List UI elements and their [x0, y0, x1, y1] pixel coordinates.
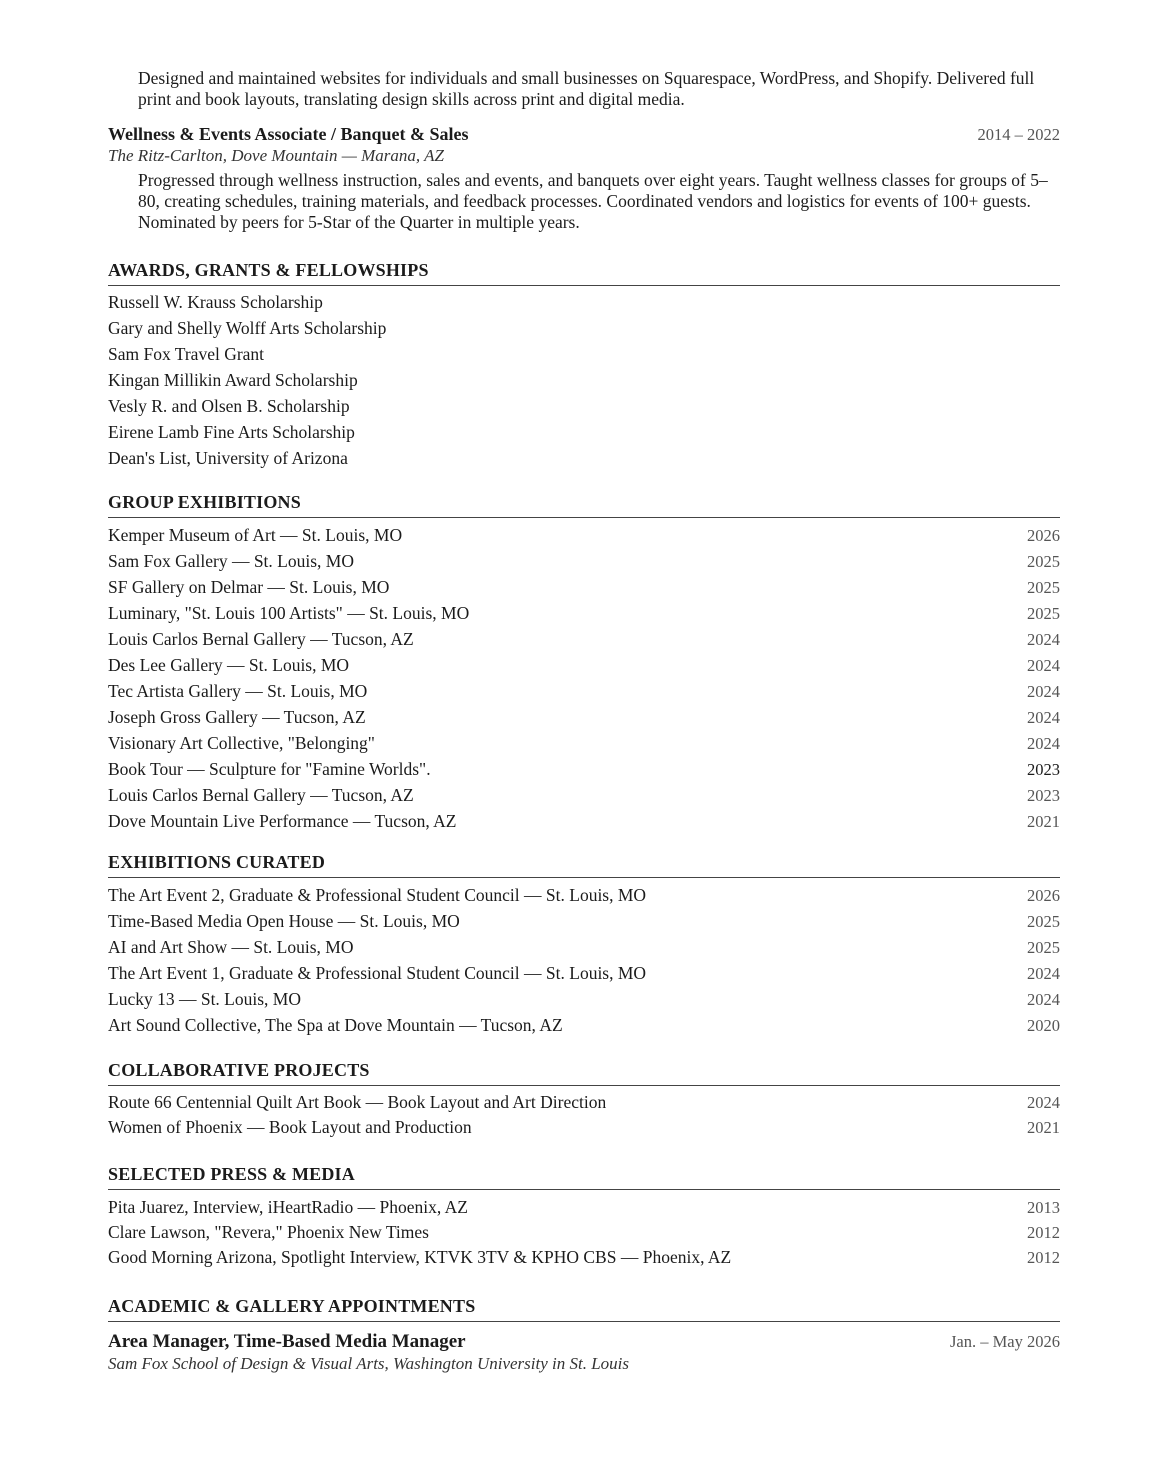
- experience-paragraph: Progressed through wellness instruction, sales and events, and banquets over eight years. Taught wellness classes for groups of 5–80, creating schedules, training materials, and feedback processes. Coordinated vendors and logistics for events of 100+ guests. Nominated by peers for 5-Star of the Quarter in multiple years.: [138, 170, 1048, 232]
- list-item: Russell W. Krauss Scholarship: [108, 292, 323, 312]
- appointment-years: Jan. – May 2026: [950, 1332, 1060, 1351]
- list-item: Sam Fox Travel Grant: [108, 344, 265, 364]
- list-item: Clare Lawson, "Revera," Phoenix New Times 2012: [108, 1222, 1060, 1242]
- experience-entry: [108, 124, 1060, 233]
- list-item: Vesly R. and Olsen B. Scholarship: [108, 396, 350, 416]
- exhibitions-curated-list: [108, 882, 1060, 1038]
- list-item: AI and Art Show — St. Louis, MO 2025: [108, 937, 1060, 957]
- exhibitions-curated-heading: EXHIBITIONS CURATED: [108, 852, 1060, 878]
- experience-years: 2014 – 2022: [977, 125, 1060, 144]
- collaborative-section: [108, 1060, 1060, 1139]
- experience-header: [108, 124, 1060, 145]
- list-item: Pita Juarez, Interview, iHeartRadio — Phoenix, AZ 2013: [108, 1197, 1060, 1217]
- list-item: The Art Event 1, Graduate & Professional Student Council — St. Louis, MO 2024: [108, 963, 1060, 983]
- list-item: Book Tour — Sculpture for "Famine Worlds". 2023: [108, 759, 1060, 779]
- intro-paragraph: Designed and maintained websites for individuals and small businesses on Squarespace, WordPress, and Shopify. Delivered full print and book layouts, translating design skills across print and digital media.: [138, 68, 1035, 109]
- list-item: Art Sound Collective, The Spa at Dove Mountain — Tucson, AZ 2020: [108, 1015, 1060, 1035]
- group-exhibitions-list: [108, 522, 1060, 834]
- appointment-place: Sam Fox School of Design & Visual Arts, Washington University in St. Louis: [108, 1354, 630, 1373]
- list-item: SF Gallery on Delmar — St. Louis, MO 2025: [108, 577, 1060, 597]
- list-item: Dove Mountain Live Performance — Tucson, AZ 2021: [108, 811, 1060, 831]
- intro-section: [108, 68, 1060, 110]
- list-item: Route 66 Centennial Quilt Art Book — Book Layout and Art Direction 2024: [108, 1092, 1060, 1112]
- press-list: [108, 1194, 1060, 1270]
- press-heading: SELECTED PRESS & MEDIA: [108, 1164, 1060, 1190]
- exhibitions-curated-section: [108, 852, 1060, 1038]
- appointments-heading: ACADEMIC & GALLERY APPOINTMENTS: [108, 1296, 1060, 1322]
- collaborative-heading: COLLABORATIVE PROJECTS: [108, 1060, 1060, 1086]
- press-section: [108, 1164, 1060, 1270]
- appointments-section: [108, 1296, 1060, 1374]
- appointment-header: [108, 1331, 1060, 1353]
- list-item: Kingan Millikin Award Scholarship: [108, 370, 358, 390]
- list-item: Good Morning Arizona, Spotlight Interview, KTVK 3TV & KPHO CBS — Phoenix, AZ 2012: [108, 1247, 1060, 1267]
- list-item: Eirene Lamb Fine Arts Scholarship: [108, 422, 355, 442]
- list-item: Dean's List, University of Arizona: [108, 448, 348, 468]
- awards-section: [108, 260, 1060, 471]
- group-exhibitions-section: [108, 492, 1060, 834]
- list-item: Time-Based Media Open House — St. Louis, MO 2025: [108, 911, 1060, 931]
- list-item: Kemper Museum of Art — St. Louis, MO 2026: [108, 525, 1060, 545]
- experience-title: Wellness & Events Associate / Banquet & Sales: [108, 124, 469, 144]
- awards-list: [108, 289, 1060, 471]
- group-exhibitions-heading: GROUP EXHIBITIONS: [108, 492, 1060, 518]
- collaborative-list: [108, 1089, 1060, 1139]
- list-item: The Art Event 2, Graduate & Professional Student Council — St. Louis, MO 2026: [108, 885, 1060, 905]
- awards-heading: AWARDS, GRANTS & FELLOWSHIPS: [108, 260, 1060, 286]
- list-item: Louis Carlos Bernal Gallery — Tucson, AZ 2024: [108, 629, 1060, 649]
- list-item: Louis Carlos Bernal Gallery — Tucson, AZ 2023: [108, 785, 1060, 805]
- list-item: Joseph Gross Gallery — Tucson, AZ 2024: [108, 707, 1060, 727]
- list-item: Des Lee Gallery — St. Louis, MO 2024: [108, 655, 1060, 675]
- list-item: Lucky 13 — St. Louis, MO 2024: [108, 989, 1060, 1009]
- list-item: Sam Fox Gallery — St. Louis, MO 2025: [108, 551, 1060, 571]
- list-item: Gary and Shelly Wolff Arts Scholarship: [108, 318, 387, 338]
- list-item: Visionary Art Collective, "Belonging" 2024: [108, 733, 1060, 753]
- list-item: Tec Artista Gallery — St. Louis, MO 2024: [108, 681, 1060, 701]
- experience-place: The Ritz-Carlton, Dove Mountain — Marana, AZ: [108, 146, 444, 165]
- list-item: Women of Phoenix — Book Layout and Production 2021: [108, 1117, 1060, 1137]
- list-item: Luminary, "St. Louis 100 Artists" — St. Louis, MO 2025: [108, 603, 1060, 623]
- appointment-title: Area Manager, Time-Based Media Manager: [108, 1331, 466, 1352]
